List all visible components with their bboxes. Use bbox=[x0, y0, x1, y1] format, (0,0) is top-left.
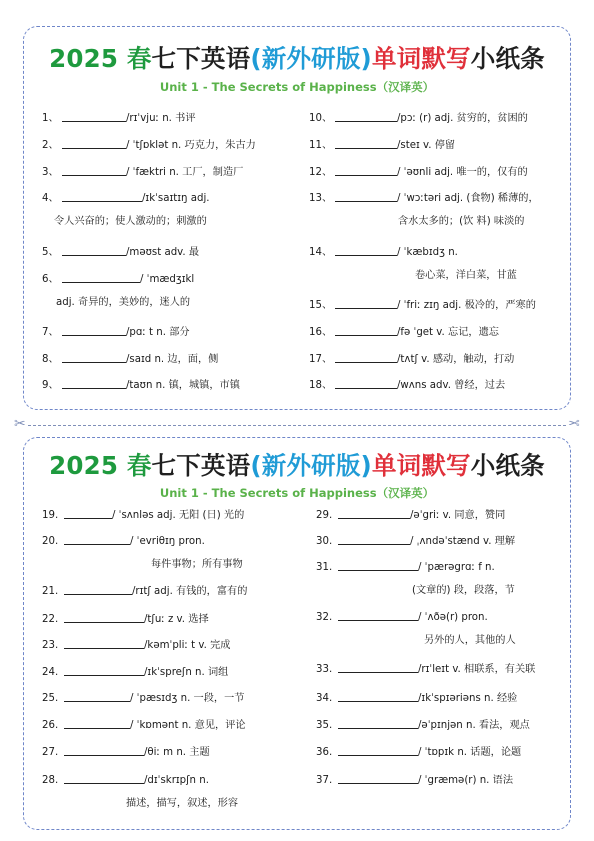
word-entry bbox=[316, 534, 515, 549]
answer-blank[interactable] bbox=[338, 773, 418, 784]
entry-phonetic-meaning: / ˈevriθɪŋ pron. bbox=[130, 536, 205, 547]
entry-phonetic-meaning: / ˈtʃɒklət n. 巧克力，朱古力 bbox=[126, 140, 256, 151]
title-slip: 小纸条 bbox=[470, 451, 545, 480]
entry-number: 6、 bbox=[42, 274, 59, 285]
entry-phonetic-meaning: /ɪkˈspɪəriəns n. 经验 bbox=[418, 693, 518, 704]
word-entry bbox=[42, 508, 244, 523]
dashed-divider bbox=[28, 425, 566, 426]
entry-meaning-continued: 含水太多的；(饮 料) 味淡的 bbox=[398, 216, 525, 227]
scissors-icon: ✂ bbox=[568, 416, 580, 432]
entry-phonetic-meaning: /kəmˈpliː t v. 完成 bbox=[144, 640, 231, 651]
answer-blank[interactable] bbox=[64, 638, 144, 649]
entry-number: 25. bbox=[42, 693, 59, 704]
word-entry bbox=[309, 165, 528, 180]
entry-phonetic-meaning: /məʊst adv. 最 bbox=[126, 247, 200, 258]
answer-blank[interactable] bbox=[335, 298, 397, 309]
entry-number: 32. bbox=[316, 612, 333, 623]
word-slip-bottom bbox=[23, 437, 571, 830]
entry-phonetic-meaning: / ˈkæbɪdʒ n. bbox=[397, 247, 458, 258]
answer-blank[interactable] bbox=[338, 610, 418, 621]
entry-phonetic-meaning: /əˈpɪnjən n. 看法，观点 bbox=[418, 720, 530, 731]
entry-number: 2、 bbox=[42, 140, 59, 151]
answer-blank[interactable] bbox=[338, 691, 418, 702]
answer-blank[interactable] bbox=[64, 612, 144, 623]
entry-meaning-continued: 卷心菜，洋白菜，甘蓝 bbox=[415, 270, 517, 281]
entry-phonetic-meaning: / ˈəʊnli adj. 唯一的，仅有的 bbox=[397, 167, 528, 178]
title-dictation: 单词默写 bbox=[371, 44, 471, 73]
title-edition: (新外研版) bbox=[250, 44, 372, 73]
entry-list bbox=[24, 438, 570, 829]
word-entry bbox=[309, 111, 528, 126]
word-entry bbox=[309, 352, 514, 367]
answer-blank[interactable] bbox=[62, 138, 126, 149]
title-course: 七下英语 bbox=[151, 44, 251, 73]
entry-number: 37. bbox=[316, 775, 333, 786]
title-spring: 春 bbox=[126, 451, 152, 480]
answer-blank[interactable] bbox=[62, 191, 142, 202]
answer-blank[interactable] bbox=[338, 718, 418, 729]
word-slip-top bbox=[23, 26, 571, 410]
answer-blank[interactable] bbox=[64, 534, 130, 545]
word-entry bbox=[309, 298, 536, 313]
answer-blank[interactable] bbox=[64, 773, 144, 784]
word-entry bbox=[42, 272, 194, 287]
entry-phonetic-meaning: /fə ˈget v. 忘记，遗忘 bbox=[397, 327, 499, 338]
entry-phonetic-meaning: / ˈʌðə(r) pron. bbox=[418, 612, 488, 623]
entry-number: 7、 bbox=[42, 327, 59, 338]
entry-number: 10、 bbox=[309, 113, 333, 124]
answer-blank[interactable] bbox=[64, 691, 130, 702]
answer-blank[interactable] bbox=[338, 745, 418, 756]
entry-number: 35. bbox=[316, 720, 333, 731]
entry-meaning-continued: 描述，描写，叙述，形容 bbox=[126, 798, 239, 809]
word-entry bbox=[42, 534, 205, 549]
entry-phonetic-meaning: /əˈgriː v. 同意，赞同 bbox=[410, 510, 506, 521]
entry-number: 5、 bbox=[42, 247, 59, 258]
entry-phonetic-meaning: / ˈwɔːtəri adj. (食物) 稀薄的， bbox=[397, 193, 539, 204]
entry-phonetic-meaning: /taʊn n. 镇，城镇，市镇 bbox=[126, 380, 240, 391]
answer-blank[interactable] bbox=[338, 662, 418, 673]
entry-phonetic-meaning: / ˈpæsɪdʒ n. 一段，一节 bbox=[130, 693, 245, 704]
word-entry bbox=[42, 691, 245, 706]
word-entry bbox=[309, 191, 539, 206]
word-entry bbox=[316, 691, 517, 706]
word-entry bbox=[42, 638, 230, 653]
entry-number: 13、 bbox=[309, 193, 333, 204]
word-entry bbox=[42, 165, 243, 180]
entry-phonetic-meaning: /pɔː (r) adj. 贫穷的，贫困的 bbox=[397, 113, 528, 124]
word-entry bbox=[316, 718, 530, 733]
answer-blank[interactable] bbox=[335, 165, 397, 176]
word-entry bbox=[42, 745, 210, 760]
answer-blank[interactable] bbox=[338, 508, 410, 519]
entry-phonetic-meaning: /wʌns adv. 曾经，过去 bbox=[397, 380, 506, 391]
entry-phonetic-meaning: /dɪˈskrɪpʃn n. bbox=[144, 775, 209, 786]
word-entry bbox=[42, 138, 256, 153]
answer-blank[interactable] bbox=[335, 191, 397, 202]
word-entry bbox=[42, 665, 228, 680]
answer-blank[interactable] bbox=[64, 508, 112, 519]
word-entry bbox=[42, 584, 247, 599]
answer-blank[interactable] bbox=[335, 352, 397, 363]
answer-blank[interactable] bbox=[64, 665, 144, 676]
entry-number: 14、 bbox=[309, 247, 333, 258]
entry-phonetic-meaning: / ˈgræmə(r) n. 语法 bbox=[418, 775, 514, 786]
answer-blank[interactable] bbox=[62, 352, 126, 363]
answer-blank[interactable] bbox=[335, 245, 397, 256]
word-entry bbox=[42, 245, 199, 260]
answer-blank[interactable] bbox=[338, 560, 418, 571]
word-entry bbox=[42, 325, 190, 340]
answer-blank[interactable] bbox=[338, 534, 410, 545]
answer-blank[interactable] bbox=[62, 111, 126, 122]
entry-phonetic-meaning: /θiː m n. 主题 bbox=[144, 747, 210, 758]
entry-number: 9、 bbox=[42, 380, 59, 391]
entry-meaning-continued: 每件事物；所有事物 bbox=[151, 559, 243, 570]
entry-number: 34. bbox=[316, 693, 333, 704]
entry-phonetic-meaning: / ˈkɒmənt n. 意见，评论 bbox=[130, 720, 246, 731]
entry-phonetic-meaning: /tʃuː z v. 选择 bbox=[144, 614, 209, 625]
entry-number: 17、 bbox=[309, 354, 333, 365]
entry-number: 11、 bbox=[309, 140, 333, 151]
entry-phonetic-meaning: / ˈpærəgrɑː f n. bbox=[418, 562, 495, 573]
unit-subtitle: Unit 1 - The Secrets of Happiness（汉译英） bbox=[159, 80, 435, 94]
unit-subtitle: Unit 1 - The Secrets of Happiness（汉译英） bbox=[159, 486, 435, 500]
word-entry bbox=[42, 773, 209, 788]
word-entry bbox=[316, 773, 513, 788]
answer-blank[interactable] bbox=[335, 138, 397, 149]
entry-number: 3、 bbox=[42, 167, 59, 178]
entry-number: 15、 bbox=[309, 300, 333, 311]
entry-phonetic-meaning: /ɪkˈsaɪtɪŋ adj. bbox=[142, 193, 210, 204]
entry-meaning-continued: 令人兴奋的；使人激动的；刺激的 bbox=[54, 216, 207, 227]
title-edition: (新外研版) bbox=[250, 451, 372, 480]
answer-blank[interactable] bbox=[64, 718, 130, 729]
answer-blank[interactable] bbox=[62, 272, 140, 283]
entry-number: 30. bbox=[316, 536, 333, 547]
entry-meaning-continued: (文章的) 段，段落，节 bbox=[412, 585, 515, 596]
entry-number: 21. bbox=[42, 586, 59, 597]
entry-phonetic-meaning: /rɪˈvjuː n. 书评 bbox=[126, 113, 196, 124]
word-entry bbox=[42, 378, 240, 393]
word-entry bbox=[316, 560, 495, 575]
entry-number: 20. bbox=[42, 536, 59, 547]
entry-number: 27. bbox=[42, 747, 59, 758]
title-year: 2025 bbox=[49, 44, 127, 73]
entry-meaning-continued: 另外的人，其他的人 bbox=[424, 635, 516, 646]
word-entry bbox=[316, 610, 488, 625]
entry-number: 24. bbox=[42, 667, 59, 678]
entry-phonetic-meaning: /pɑː t n. 部分 bbox=[126, 327, 190, 338]
entry-number: 16、 bbox=[309, 327, 333, 338]
title-year: 2025 bbox=[49, 451, 127, 480]
entry-phonetic-meaning: / ˈfæktri n. 工厂，制造厂 bbox=[126, 167, 244, 178]
entry-phonetic-meaning: / ˈfriː zɪŋ adj. 极冷的，严寒的 bbox=[397, 300, 536, 311]
answer-blank[interactable] bbox=[62, 245, 126, 256]
answer-blank[interactable] bbox=[335, 378, 397, 389]
answer-blank[interactable] bbox=[62, 165, 126, 176]
entry-phonetic-meaning: /steɪ v. 停留 bbox=[397, 140, 456, 151]
title-spring: 春 bbox=[126, 44, 152, 73]
entry-number: 4、 bbox=[42, 193, 59, 204]
title-dictation: 单词默写 bbox=[371, 451, 471, 480]
word-entry bbox=[309, 325, 499, 340]
entry-phonetic-meaning: / ˈsʌnləs adj. 无阳 (日) 光的 bbox=[112, 510, 245, 521]
word-entry bbox=[316, 662, 535, 677]
entry-number: 18、 bbox=[309, 380, 333, 391]
entry-number: 1、 bbox=[42, 113, 59, 124]
word-entry bbox=[42, 191, 210, 206]
entry-phonetic-meaning: /rɪˈleɪt v. 相联系，有关联 bbox=[418, 664, 536, 675]
entry-phonetic-meaning: /saɪd n. 边，面，侧 bbox=[126, 354, 219, 365]
answer-blank[interactable] bbox=[64, 584, 132, 595]
entry-number: 23. bbox=[42, 640, 59, 651]
entry-number: 36. bbox=[316, 747, 333, 758]
answer-blank[interactable] bbox=[335, 325, 397, 336]
entry-number: 28. bbox=[42, 775, 59, 786]
word-entry bbox=[42, 718, 246, 733]
entry-number: 12、 bbox=[309, 167, 333, 178]
entry-number: 29. bbox=[316, 510, 333, 521]
title-slip: 小纸条 bbox=[470, 44, 545, 73]
cut-line bbox=[14, 416, 580, 432]
entry-phonetic-meaning: /rɪtʃ adj. 有钱的，富有的 bbox=[132, 586, 248, 597]
word-entry bbox=[316, 745, 521, 760]
word-entry bbox=[42, 612, 209, 627]
word-entry bbox=[309, 245, 458, 260]
answer-blank[interactable] bbox=[62, 378, 126, 389]
word-entry bbox=[42, 111, 196, 126]
entry-phonetic-meaning: / ˈmædʒɪkl bbox=[140, 274, 195, 285]
entry-number: 22. bbox=[42, 614, 59, 625]
answer-blank[interactable] bbox=[335, 111, 397, 122]
word-entry bbox=[316, 508, 505, 523]
entry-number: 26. bbox=[42, 720, 59, 731]
entry-phonetic-meaning: / ˈtɒpɪk n. 话题，论题 bbox=[418, 747, 522, 758]
entry-phonetic-meaning: / ˌʌndəˈstænd v. 理解 bbox=[410, 536, 516, 547]
entry-number: 31. bbox=[316, 562, 333, 573]
entry-number: 8、 bbox=[42, 354, 59, 365]
entry-number: 19. bbox=[42, 510, 59, 521]
title-course: 七下英语 bbox=[151, 451, 251, 480]
entry-phonetic-meaning: /tʌtʃ v. 感动，触动，打动 bbox=[397, 354, 515, 365]
entry-phonetic-meaning: /ɪkˈspreʃn n. 词组 bbox=[144, 667, 229, 678]
word-entry bbox=[309, 138, 455, 153]
word-entry bbox=[42, 352, 218, 367]
entry-meaning-continued: adj. 奇异的，美妙的，迷人的 bbox=[56, 297, 191, 308]
answer-blank[interactable] bbox=[62, 325, 126, 336]
scissors-icon: ✂ bbox=[14, 416, 26, 432]
entry-number: 33. bbox=[316, 664, 333, 675]
answer-blank[interactable] bbox=[64, 745, 144, 756]
word-entry bbox=[309, 378, 505, 393]
entry-list bbox=[24, 27, 570, 409]
